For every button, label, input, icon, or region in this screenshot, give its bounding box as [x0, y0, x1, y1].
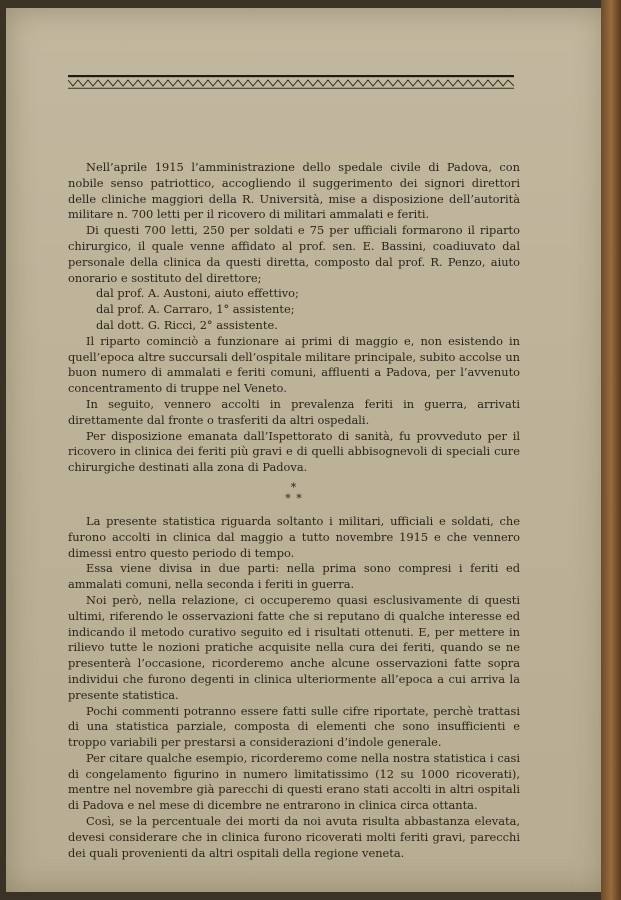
- paragraph: Così, se la percentuale dei morti da noi avuta risulta abbastanza elevata, devesi considerare che in clinica furono ricoverati molti feriti gravi, parecchi dei quali provenienti da altri ospitali della regione veneta.: [68, 814, 520, 860]
- paragraph: Essa viene divisa in due parti: nella prima sono compresi i feriti ed ammalati comuni, nella seconda i feriti in guerra.: [68, 561, 520, 592]
- staff-line: dal prof. A. Carraro, 1° assistente;: [96, 302, 295, 317]
- section-separator: [68, 482, 520, 504]
- book-edge: [601, 0, 621, 900]
- staff-line: dal prof. A. Austoni, aiuto effettivo;: [96, 286, 299, 301]
- separator-top: *: [290, 480, 298, 494]
- paragraph: Per citare qualche esempio, ricorderemo come nella nostra statistica i casi di congelamento figurino in numero limitatissimo (12 su 1000 ricoverati), mentre nel novembre già parecchi di questi erano stati accolti in altri ospitali di Padova e nel mese di dicembre ne entrarono in clinica circa ottanta.: [68, 750, 520, 813]
- paragraph: Nell’aprile 1915 l’amministrazione dello spedale civile di Padova, con nobile senso patriottico, accogliendo il suggerimento dei signori direttori delle cliniche maggiori della R. Università, mise a disposizione dell’autorità militare n. 700 letti per il ricovero di militari ammalati e feriti.: [68, 160, 520, 222]
- paragraph: Per disposizione emanata dall’Ispettorato di sanità, fu provveduto per il ricovero in clinica dei feriti più gravi e di quelli abbisognevoli di speciali cure chirurgiche destinati alla zona di Padova.: [68, 428, 520, 475]
- paragraph: Noi però, nella relazione, ci occuperemo quasi esclusivamente di questi ultimi, riferendo le osservazioni fatte che si reputano di qualche interesse ed indicando il metodo curativo seguito ed i risultati ottenuti. E, per mettere in rilievo tutte le nozioni pratiche acquisite nella cura dei feriti, quando se ne presenterà l’occasione, ricorderemo anche alcune osservazioni fatte sopra individui che furono degenti in clinica ulteriormente all’epoca a cui arriva la presente statistica.: [68, 592, 520, 702]
- paragraph: In seguito, vennero accolti in prevalenza feriti in guerra, arrivati direttamente dal fronte o trasferiti da altri ospedali.: [68, 396, 520, 427]
- paragraph: Il riparto cominciò a funzionare ai primi di maggio e, non esistendo in quell’epoca altre succursali dell’ospitale militare principale, subito accolse un buon numero di ammalati e feriti comuni, affluenti a Padova, per l’avvenuto concentramento di truppe nel Veneto.: [68, 333, 520, 396]
- staff-line: dal dott. G. Ricci, 2° assistente.: [96, 317, 278, 332]
- body-text: [68, 160, 520, 861]
- paragraph: La presente statistica riguarda soltanto i militari, ufficiali e soldati, che furono accolti in clinica dal maggio a tutto novembre 1915 e che vennero dimessi entro questo periodo di tempo.: [68, 513, 520, 560]
- decorative-header-rule: [68, 75, 514, 89]
- paragraph: Pochi commenti potranno essere fatti sulle cifre riportate, perchè trattasi di una statistica parziale, composta di elementi che sono insufficienti e troppo variabili per prestarsi a considerazioni d’indole generale.: [68, 703, 520, 750]
- separator-bottom: * *: [285, 491, 303, 505]
- paragraph: Di questi 700 letti, 250 per soldati e 75 per ufficiali formarono il riparto chirurgico, il quale venne affidato al prof. sen. E. Bassini, coadiuvato dal personale della clinica da questi diretta, composto dal prof. R. Penzo, aiuto onorario e sostituto del direttore;: [68, 223, 520, 285]
- book-page: [6, 8, 606, 892]
